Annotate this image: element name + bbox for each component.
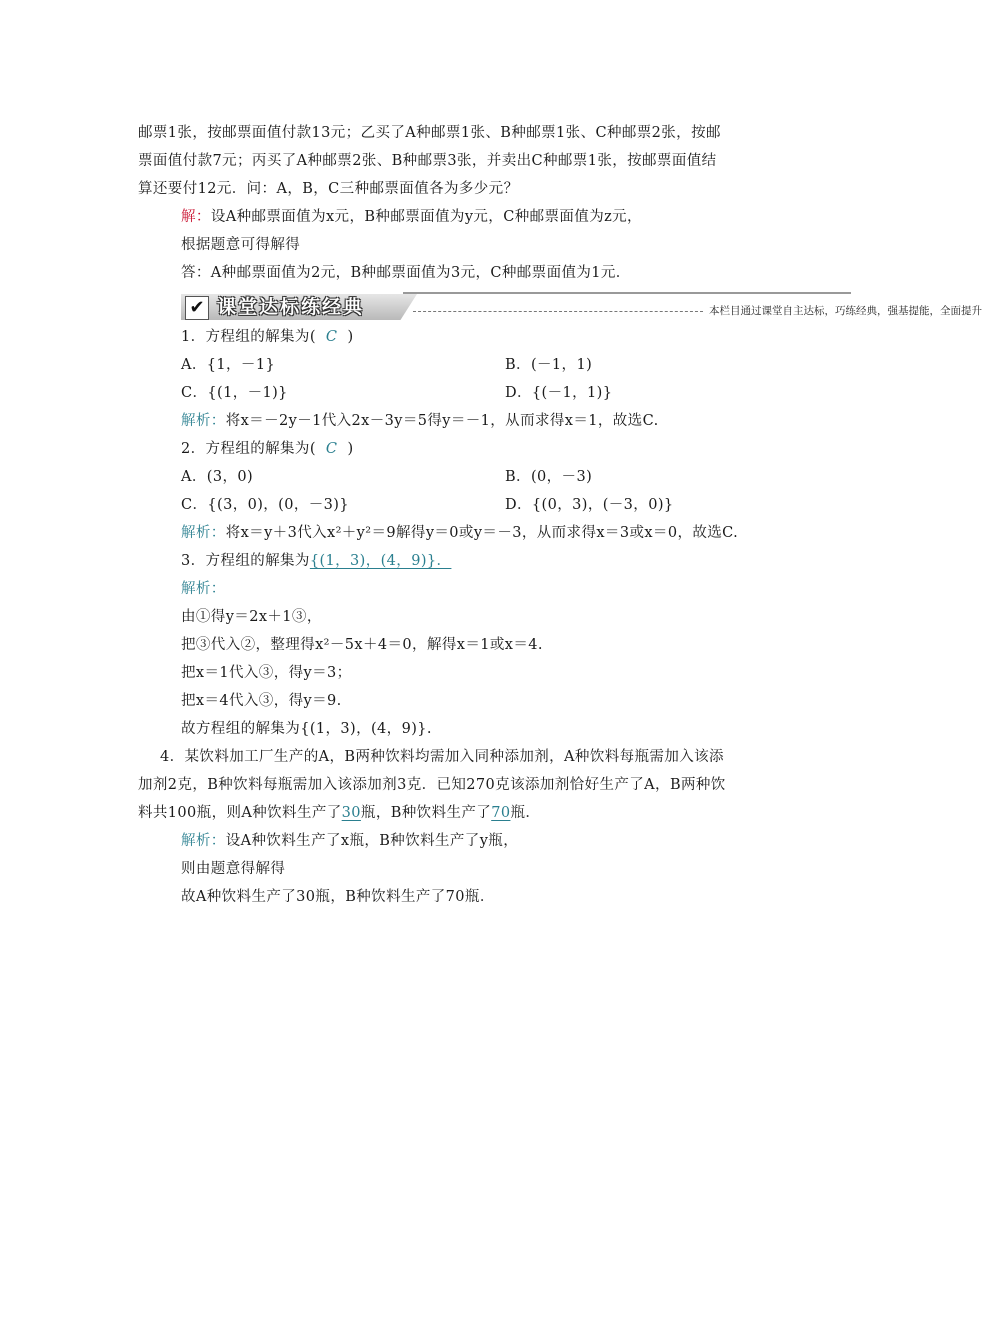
problem-text-line-3: 算还要付12元．问：A，B，C三种邮票面值各为多少元？	[138, 181, 519, 197]
question-3-stem	[181, 551, 451, 571]
banner-title: 课堂达标练经典	[217, 296, 365, 318]
question-4-line-3	[138, 803, 540, 823]
question-2-option-c: C．{(3，0)，(0，－3)}	[181, 497, 349, 513]
question-1-option-d: D．{(－1，1)}	[505, 385, 613, 401]
question-4-text: 瓶．	[510, 805, 541, 821]
question-2-option-b: B．(0，－3)	[505, 469, 593, 485]
question-4-analysis	[181, 831, 518, 851]
section-banner	[181, 292, 982, 322]
question-3-text: 3．方程组的解集为	[181, 553, 310, 569]
solution-line	[181, 207, 642, 227]
banner-dashed-line	[413, 311, 703, 312]
question-3-step-4: 把x＝4代入③，得y＝9.	[181, 693, 342, 709]
question-1-option-c: C．{(1，－1)}	[181, 385, 288, 401]
question-3-step-2: 把③代入②，整理得x²－5x＋4＝0，解得x＝1或x＝4.	[181, 637, 543, 653]
question-2-paren: )	[347, 441, 354, 457]
question-3-step-3: 把x＝1代入③，得y＝3；	[181, 665, 352, 681]
question-2-stem	[181, 439, 354, 459]
question-4-text: 瓶，B种饮料生产了	[360, 805, 492, 821]
problem-text-line-2: 票面值付款7元；丙买了A种邮票2张、B种邮票3张，并卖出C种邮票1张，按邮票面值结	[138, 153, 717, 169]
solution-label: 解：	[181, 209, 211, 225]
question-2-text: 2．方程组的解集为(	[181, 441, 316, 457]
checkmark-icon: ✔	[185, 296, 209, 320]
question-4-line-1: 4．某饮料加工厂生产的A，B两种饮料均需加入同种添加剂，A种饮料每瓶需加入该添	[160, 749, 724, 765]
analysis-label: 解析：	[181, 525, 226, 541]
analysis-text: 将x＝y＋3代入x²＋y²＝9解得y＝0或y＝－3，从而求得x＝3或x＝0，故选C.	[225, 525, 739, 541]
question-1-option-b: B．(－1，1)	[505, 357, 593, 373]
question-2-option-a: A．(3，0)	[181, 469, 254, 485]
analysis-text: 设A种饮料生产了x瓶，B种饮料生产了y瓶，	[225, 833, 519, 849]
question-2-option-d: D．{(0，3)，(－3，0)}	[505, 497, 674, 513]
analysis-label: 解析：	[181, 413, 226, 429]
question-3-step-5: 故方程组的解集为{(1，3)，(4，9)}.	[181, 721, 432, 737]
solution-line-2: 根据题意可得解得	[181, 237, 301, 253]
question-4-analysis-line-3: 故A种饮料生产了30瓶，B种饮料生产了70瓶．	[181, 889, 495, 905]
question-1-analysis	[181, 411, 659, 431]
question-2-answer: C	[325, 441, 338, 457]
question-1-paren: )	[347, 329, 354, 345]
question-4-text: 料共100瓶，则A种饮料生产了	[138, 805, 342, 821]
question-4-line-2: 加剂2克，B种饮料每瓶需加入该添加剂3克．已知270克该添加剂恰好生产了A，B两种饮	[138, 777, 726, 793]
banner-rule	[403, 292, 851, 294]
question-2-analysis	[181, 523, 738, 543]
question-1-stem	[181, 327, 354, 347]
analysis-label: 解析：	[181, 833, 226, 849]
question-3-step-1: 由①得y＝2x＋1③，	[181, 609, 322, 625]
question-1-text: 1．方程组的解集为(	[181, 329, 316, 345]
solution-text: 设A种邮票面值为x元，B种邮票面值为y元，C种邮票面值为z元，	[210, 209, 642, 225]
problem-text-line-1: 邮票1张，按邮票面值付款13元；乙买了A种邮票1张、B种邮票1张、C种邮票2张，按邮	[138, 125, 721, 141]
answer-line: 答：A种邮票面值为2元，B种邮票面值为3元，C种邮票面值为1元．	[181, 265, 631, 281]
analysis-text: 将x＝－2y－1代入2x－3y＝5得y＝－1，从而求得x＝1，故选C.	[225, 413, 659, 429]
banner-note: 本栏目通过课堂自主达标，巧练经典，强基提能，全面提升	[709, 305, 982, 317]
question-4-analysis-line-2: 则由题意得解得	[181, 861, 286, 877]
question-4-blank-1: 30	[341, 805, 361, 821]
question-1-answer: C	[325, 329, 338, 345]
question-1-option-a: A．{1，－1}	[181, 357, 276, 373]
question-4-blank-2: 70	[491, 805, 511, 821]
question-3-blank: {(1，3)，(4，9)}．	[309, 553, 452, 569]
question-3-analysis-label	[181, 579, 226, 599]
analysis-label: 解析：	[181, 581, 226, 597]
